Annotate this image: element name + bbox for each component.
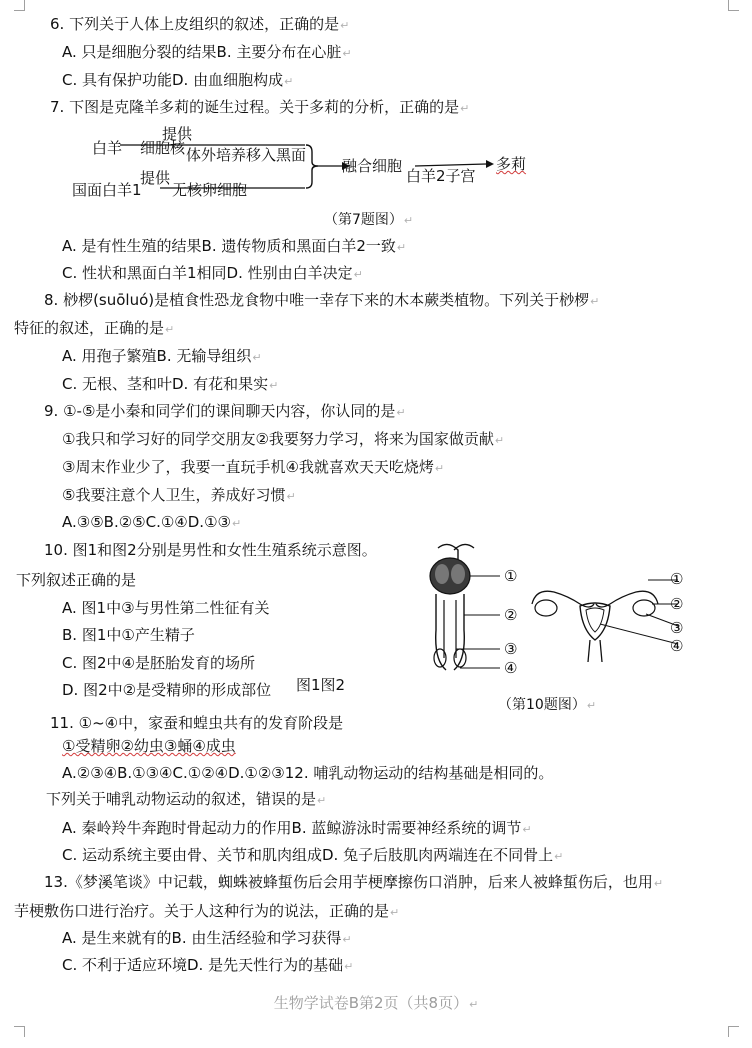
male-label-4: ④ xyxy=(504,659,518,677)
q10-figure-1-male xyxy=(418,540,528,680)
q7-cell-nucleus: 细胞核 xyxy=(140,139,186,157)
q10-option-c: C. 图2中④是胚胎发育的场所 xyxy=(62,654,256,672)
q9-item-3: ⑤我要注意个人卫生，养成好习惯↵ xyxy=(62,486,296,504)
q12-options-1: A. 秦岭羚牛奔跑时骨起动力的作用B. 蓝鲸游泳时需要神经系统的调节↵ xyxy=(62,819,532,837)
q7-provide-2: 提供 xyxy=(140,169,171,187)
corner-mark-top-right xyxy=(728,0,739,11)
q7-caption: （第7题图）↵ xyxy=(324,212,414,228)
q7-provide-1: 提供 xyxy=(162,125,193,143)
q8-options-2: C. 无根、茎和叶D. 有花和果实↵ xyxy=(62,375,279,393)
q6-options-2: C. 具有保护功能D. 由血细胞构成↵ xyxy=(62,71,294,89)
q10-option-b: B. 图1中①产生精子 xyxy=(62,626,195,644)
q7-white-sheep-2: 白羊2子宫 xyxy=(406,167,476,185)
q10-option-a: A. 图1中③与男性第二性征有关 xyxy=(62,599,270,617)
q9-options: A.③⑤B.②⑤C.①④D.①③↵ xyxy=(62,513,242,531)
q6-stem: 6. 下列关于人体上皮组织的叙述，正确的是↵ xyxy=(50,15,350,33)
q11-options-q12-intro: A.②③④B.①③④C.①②④D.①②③12. 哺乳动物运动的结构基础是相同的。 xyxy=(62,764,554,782)
q7-cloning-diagram xyxy=(60,122,540,200)
q11-items: ①受精卵②幼虫③蛹④成虫 xyxy=(62,737,236,755)
q13-stem-2: 芋梗敷伤口进行治疗。关于人这种行为的说法，正确的是↵ xyxy=(14,902,400,920)
corner-mark-top-left xyxy=(14,0,25,11)
q7-enucleated-egg: 无核卵细胞 xyxy=(172,181,248,199)
male-label-3: ③ xyxy=(504,640,518,658)
q8-options-1: A. 用孢子繁殖B. 无输导组织↵ xyxy=(62,347,262,365)
female-label-4: ④ xyxy=(670,637,684,655)
q10-figure-2-female xyxy=(528,564,690,664)
corner-mark-bottom-right xyxy=(728,1026,739,1037)
female-system-drawing xyxy=(528,564,690,664)
q12-stem: 下列关于哺乳动物运动的叙述，错误的是↵ xyxy=(46,790,327,808)
q13-options-2: C. 不利于适应环境D. 是先天性行为的基础↵ xyxy=(62,956,354,974)
female-label-2: ② xyxy=(670,595,684,613)
female-label-1: ① xyxy=(670,570,684,588)
q9-item-2: ③周末作业少了，我要一直玩手机④我就喜欢天天吃烧烤↵ xyxy=(62,458,445,476)
female-label-3: ③ xyxy=(670,619,684,637)
male-label-1: ① xyxy=(504,567,518,585)
q7-black-sheep-1: 国面白羊1 xyxy=(72,181,142,199)
q7-options-1: A. 是有性生殖的结果B. 遗传物质和黑面白羊2一致↵ xyxy=(62,237,407,255)
q10-figure-labels: 图1图2 xyxy=(296,676,346,694)
q7-white-sheep: 白羊 xyxy=(92,139,123,157)
q9-item-1: ①我只和学习好的同学交朋友②我要努力学习，将来为国家做贡献↵ xyxy=(62,430,505,448)
q10-stem-1: 10. 图1和图2分别是男性和女性生殖系统示意图。 xyxy=(44,541,377,559)
q7-fused-cell: 融合细胞 xyxy=(342,157,403,175)
page-footer: 生物学试卷B第2页（共8页）↵ xyxy=(273,994,479,1012)
q13-options-1: A. 是生来就有的B. 由生活经验和学习获得↵ xyxy=(62,929,352,947)
q12-options-2: C. 运动系统主要由骨、关节和肌肉组成D. 兔子后肢肌肉两端连在不同骨上↵ xyxy=(62,846,564,864)
q8-stem-1: 8. 桫椤(suōluó)是植食性恐龙食物中唯一幸存下来的木本蕨类植物。下列关于桫椤↵ xyxy=(44,291,600,309)
q6-options-1: A. 只是细胞分裂的结果B. 主要分布在心脏↵ xyxy=(62,43,352,61)
q10-stem-2: 下列叙述正确的是 xyxy=(16,571,137,589)
q7-options-2: C. 性状和黑面白羊1相同D. 性别由白羊决定↵ xyxy=(62,264,363,282)
q7-stem: 7. 下图是克隆羊多莉的诞生过程。关于多莉的分析，正确的是↵ xyxy=(50,98,470,116)
q10-caption: （第10题图）↵ xyxy=(498,697,597,713)
q7-in-vitro-label: 体外培养移入黑面 xyxy=(186,146,307,164)
q8-stem-2: 特征的叙述，正确的是↵ xyxy=(14,319,175,337)
q10-option-d: D. 图2中②是受精卵的形成部位 xyxy=(62,681,272,699)
q13-stem-1: 13.《梦溪笔谈》中记载，蜘蛛被蜂蜇伤后会用芋梗摩擦伤口消肿，后来人被蜂蜇伤后，也用↵ xyxy=(44,873,664,891)
corner-mark-bottom-left xyxy=(14,1026,25,1037)
q9-stem: 9. ①-⑤是小秦和同学们的课间聊天内容，你认同的是↵ xyxy=(44,402,406,420)
male-label-2: ② xyxy=(504,606,518,624)
q11-stem: 11. ①~④中，家蚕和蝗虫共有的发育阶段是 xyxy=(50,714,344,732)
q7-dolly: 多莉 xyxy=(496,155,527,173)
